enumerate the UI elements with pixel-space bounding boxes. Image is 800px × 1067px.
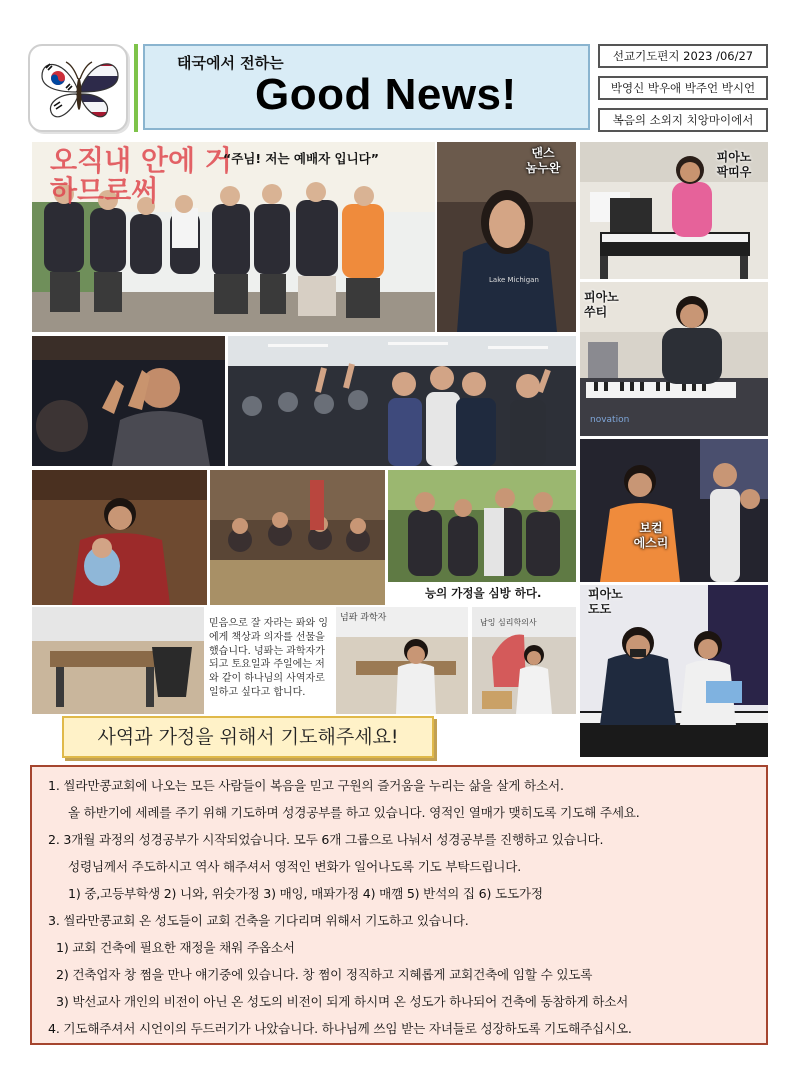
vocal-photo: [580, 439, 768, 582]
mother-baby-photo: [32, 470, 207, 605]
prayer-item-1-detail: 올 하반기에 세례를 주기 위해 기도하며 성경공부를 하고 있습니다. 영적인 열매가 맺히도록 기도해 주세요.: [68, 805, 640, 820]
piano-photo-1: [580, 142, 768, 279]
prayer-item-4: 4. 기도해주셔서 시언이의 두드러기가 나았습니다. 하나님께 쓰임 받는 자녀들로 성장하도록 기도해주십시오.: [48, 1021, 632, 1036]
worship-crowd-photo: [228, 336, 576, 466]
healing-visit-photo: [388, 470, 576, 582]
desk-gift-photo-1: [32, 607, 204, 714]
piano-1-caption: 피아노 팍띠우: [716, 150, 752, 179]
prayer-request-banner: 사역과 가정을 위해서 기도해주세요!: [62, 716, 434, 758]
prayer-item-2-detail: 성령님께서 주도하시고 역사 해주셔서 영적인 변화가 일어나도록 기도 부탁드립니다.: [68, 859, 522, 874]
desk-sign-1: 넘퐈 과학자: [340, 613, 387, 623]
title-panel: [143, 44, 590, 130]
prayer-item-2-groups: 1) 중,고등부학생 2) 니와, 위숫가정 3) 매잉, 매퐈가정 4) 매깸 5) 반석의 집 6) 도도가정: [68, 886, 543, 901]
dance-photo: [437, 142, 576, 332]
prayer-item-3-sub-1: 1) 교회 건축에 필요한 재정을 채워 주옵소서: [56, 940, 295, 955]
mission-location: 복음의 소외지 치앙마이에서: [598, 108, 768, 132]
worship-quote: “주님! 저는 예배자 입니다”: [223, 151, 379, 166]
piano-3-caption: 피아노 도도: [588, 587, 623, 616]
letter-date: 선교기도편지 2023 /06/27: [598, 44, 768, 68]
prayer-photo: [32, 336, 225, 466]
prayer-item-3-sub-3: 3) 박선교사 개인의 비전이 아닌 온 성도의 비전이 되게 하시며 온 성도가 하나되어 건축에 동참하게 하소서: [56, 994, 629, 1009]
desk-sign-2: 남잉 심리학의사: [480, 618, 537, 627]
healing-caption: 능의 가정을 심방 하다.: [425, 586, 542, 600]
butterfly-logo: [28, 44, 128, 132]
prayer-list: [30, 765, 768, 1045]
piano-photo-3: [580, 585, 768, 757]
desk-gift-testimony: 믿음으로 잘 자라는 퐈와 잉에게 책상과 의자를 선물을 했습니다. 넝퐈는 과학자가 되고 토요일과 주일에는 저와 같이 하나님의 사역자로 일하고 싶다고 합니다.: [209, 617, 333, 700]
header-subtitle: 태국에서 전하는: [177, 54, 284, 72]
house-visit-photo: [210, 470, 385, 605]
prayer-item-3-sub-2: 2) 건축업자 창 쩜을 만나 얘기중에 있습니다. 창 쩜이 정직하고 지혜롭게 교회건축에 임할 수 있도록: [56, 967, 593, 982]
desk-gift-photo-2: [336, 607, 468, 714]
piano-2-caption: 피아노 쑤티: [584, 290, 619, 319]
vocal-caption: 보컬 에스리: [633, 521, 669, 550]
svg-text:novation: novation: [590, 415, 630, 425]
svg-text:Lake Michigan: Lake Michigan: [489, 276, 539, 284]
piano-photo-2: [580, 282, 768, 436]
page-title: Good News!: [255, 70, 517, 119]
header-accent-rule: [134, 44, 138, 132]
worship-banner-text: 오직내 안에 거하므로써: [50, 144, 232, 207]
dance-caption: 댄스 놈누완: [525, 146, 561, 175]
prayer-item-1: 1. 씰라만콩교회에 나오는 모든 사람들이 복음을 믿고 구원의 즐거움을 누리는 삶을 살게 하소서.: [48, 778, 564, 793]
butterfly-flags-icon: [36, 52, 122, 126]
missionary-names: 박영신 박우애 박주언 박시언: [598, 76, 768, 100]
desk-gift-photo-3: [472, 607, 576, 714]
prayer-item-3: 3. 씰라만콩교회 온 성도들이 교회 건축을 기다리며 위해서 기도하고 있습니다.: [48, 913, 469, 928]
prayer-item-2: 2. 3개월 과정의 성경공부가 시작되었습니다. 모두 6개 그룹으로 나눠서 성경공부를 진행하고 있습니다.: [48, 832, 604, 847]
worship-team-photo: [32, 142, 435, 332]
